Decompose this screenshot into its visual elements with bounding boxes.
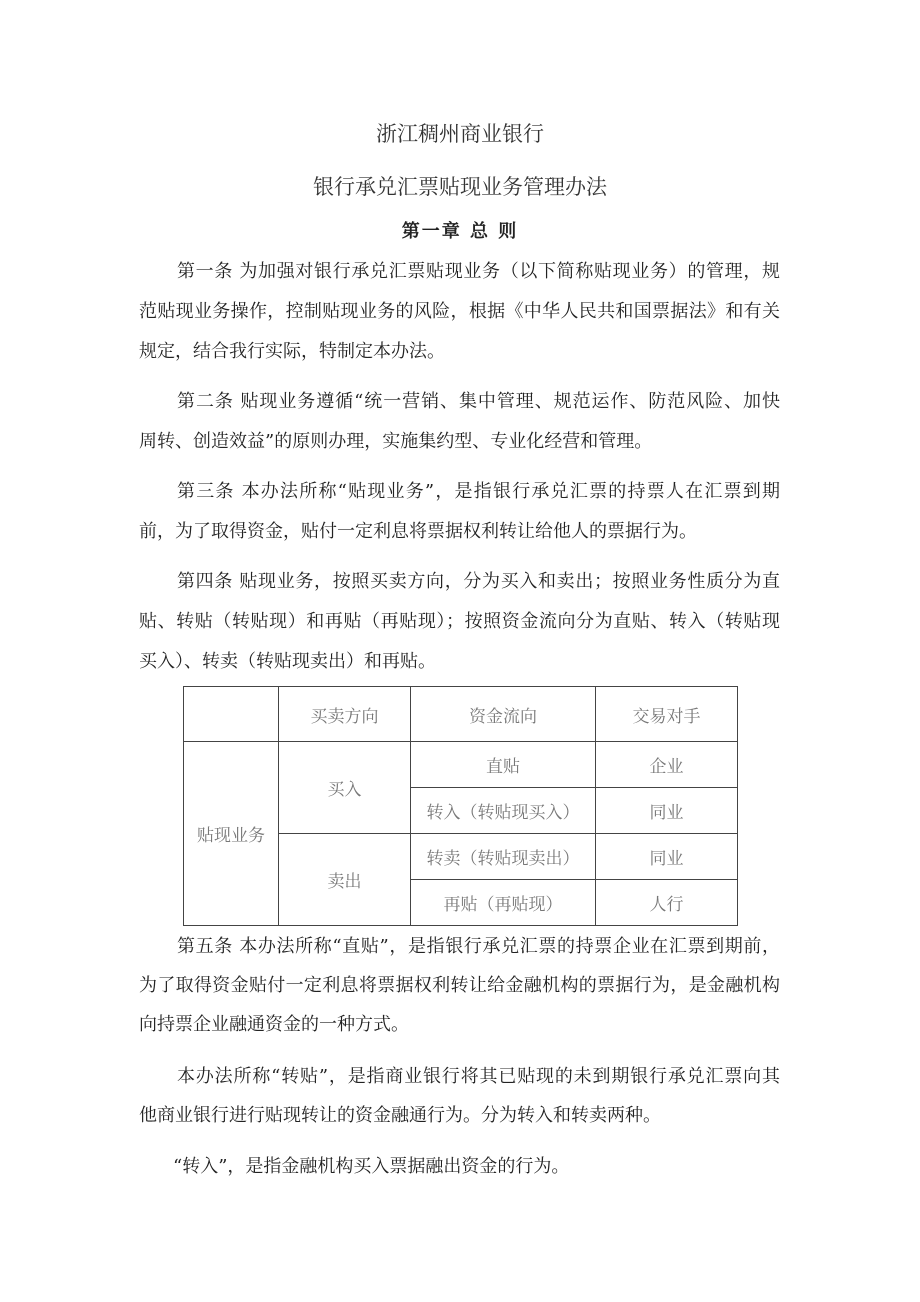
table-direction-cell: 买入 bbox=[279, 742, 411, 834]
table-direction-cell: 卖出 bbox=[279, 834, 411, 926]
discount-business-table bbox=[183, 686, 738, 926]
chapter-heading: 第一章 总 则 bbox=[401, 221, 519, 242]
paragraph-line: 规定，结合我行实际，特制定本办法。 bbox=[139, 341, 445, 362]
paragraph-line: 贴、转贴（转贴现）和再贴（再贴现）；按照资金流向分为直贴、转入（转贴现 bbox=[139, 611, 780, 632]
table-counterparty-cell: 同业 bbox=[596, 834, 738, 880]
table-category-cell: 贴现业务 bbox=[184, 742, 279, 926]
table-header: 交易对手 bbox=[596, 687, 738, 742]
paragraph-line: 第五条 本办法所称“直贴”，是指银行承兑汇票的持票企业在汇票到期前， bbox=[177, 936, 780, 957]
table-header: 买卖方向 bbox=[279, 687, 411, 742]
table-header: 资金流向 bbox=[411, 687, 596, 742]
table-counterparty-cell: 人行 bbox=[596, 880, 738, 926]
table-flow-cell: 再贴（再贴现） bbox=[411, 880, 596, 926]
paragraph-line: 本办法所称“转贴”，是指商业银行将其已贴现的未到期银行承兑汇票向其 bbox=[177, 1066, 780, 1087]
paragraph-line: 为了取得资金贴付一定利息将票据权利转让给金融机构的票据行为，是金融机构 bbox=[139, 975, 780, 996]
table-counterparty-cell: 同业 bbox=[596, 788, 738, 834]
paragraph-line: “转入”，是指金融机构买入票据融出资金的行为。 bbox=[173, 1156, 570, 1177]
document-title: 浙江稠州商业银行 bbox=[376, 122, 544, 146]
paragraph-line: 周转、创造效益”的原则办理，实施集约型、专业化经营和管理。 bbox=[139, 431, 653, 452]
table-flow-cell: 转入（转贴现买入） bbox=[411, 788, 596, 834]
paragraph-line: 第四条 贴现业务，按照买卖方向，分为买入和卖出；按照业务性质分为直 bbox=[177, 571, 780, 592]
paragraph-line: 他商业银行进行贴现转让的资金融通行为。分为转入和转卖两种。 bbox=[139, 1105, 661, 1126]
document-subtitle: 银行承兑汇票贴现业务管理办法 bbox=[313, 175, 607, 199]
table-header bbox=[184, 687, 279, 742]
paragraph-line: 第三条 本办法所称“贴现业务”，是指银行承兑汇票的持票人在汇票到期 bbox=[177, 481, 780, 502]
paragraph-line: 前，为了取得资金，贴付一定利息将票据权利转让给他人的票据行为。 bbox=[139, 521, 697, 542]
table-flow-cell: 直贴 bbox=[411, 742, 596, 788]
paragraph-line: 第一条 为加强对银行承兑汇票贴现业务（以下简称贴现业务）的管理，规 bbox=[177, 261, 780, 282]
table-counterparty-cell: 企业 bbox=[596, 742, 738, 788]
paragraph-line: 第二条 贴现业务遵循“统一营销、集中管理、规范运作、防范风险、加快 bbox=[177, 391, 780, 412]
paragraph-line: 范贴现业务操作，控制贴现业务的风险，根据《中华人民共和国票据法》和有关 bbox=[139, 301, 780, 322]
paragraph-line: 向持票企业融通资金的一种方式。 bbox=[139, 1014, 409, 1035]
table-flow-cell: 转卖（转贴现卖出） bbox=[411, 834, 596, 880]
paragraph-line: 买入）、转卖（转贴现卖出）和再贴。 bbox=[139, 651, 436, 672]
